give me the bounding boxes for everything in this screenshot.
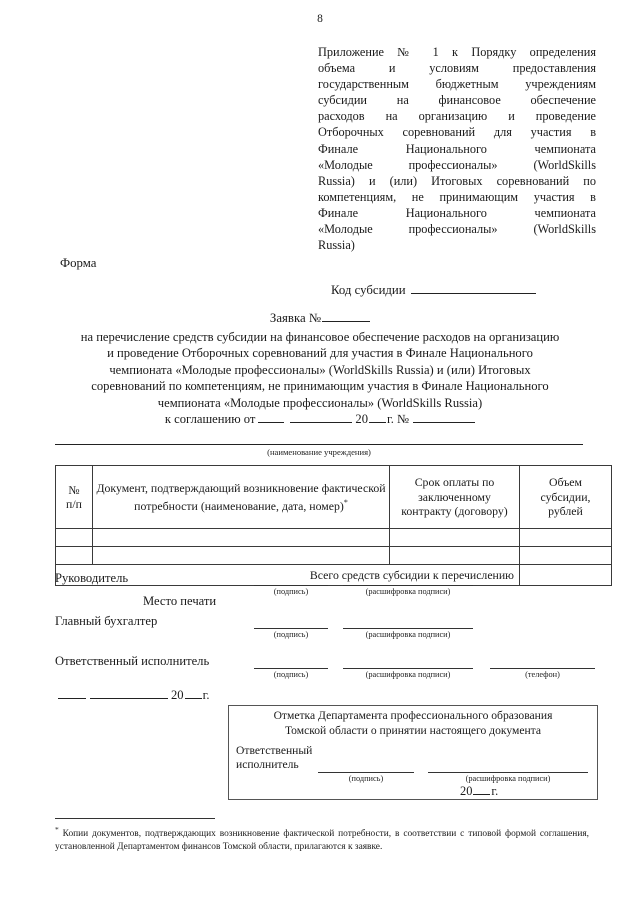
header-line: субсидии на финансовое обеспечение (318, 93, 596, 108)
header-line: «Молодые профессионалы» (WorldSkills (318, 157, 596, 172)
table-header-number-line1: № (68, 482, 80, 497)
department-mark-title-line1: Отметка Департамента профессионального образования (273, 709, 553, 722)
table-header-payment-term: Срок оплаты по заключенному контракту (договору) (390, 466, 520, 529)
lead-line: чемпионата «Молодые профессионалы» (WorldSkills Russia) (157, 395, 483, 410)
responsible-decoding-line[interactable] (343, 668, 473, 669)
header-line: Russia) и (или) Итоговых соревнований по (318, 173, 596, 188)
document-date-month-input[interactable] (90, 687, 168, 699)
agreement-month-input[interactable] (290, 411, 352, 423)
department-responsible-line1: Ответственный (236, 744, 313, 757)
application-number-label: Заявка № (269, 311, 322, 325)
cell-document[interactable] (93, 547, 390, 565)
department-signature-caption: (подпись) (348, 774, 384, 783)
accountant-signature-caption: (подпись) (273, 630, 309, 639)
cell-subsidy-amount[interactable] (520, 529, 612, 547)
director-decoding-line[interactable] (343, 585, 473, 586)
department-responsible-line2: исполнитель (236, 758, 299, 772)
table-header-number-line2: п/п (66, 497, 82, 511)
department-year-prefix: 20 (460, 784, 473, 798)
accountant-label: Главный бухгалтер (55, 614, 158, 628)
footnote-star-icon: * (55, 825, 59, 834)
department-year-input[interactable] (473, 783, 490, 795)
department-signature-line[interactable] (318, 772, 414, 773)
footnote-separator (55, 818, 215, 819)
institution-name-caption: (наименование учреждения) (267, 447, 371, 457)
subsidy-code-label: Код субсидии (331, 283, 406, 297)
department-decoding-caption: (расшифровка подписи) (465, 774, 551, 783)
footnote-text: Копии документов, подтверждающих возникновение фактической потребности, в соответствии с типовой формой соглашения, установленной Департаментом финансов Томской области, прилагаются к заявке. (55, 829, 589, 852)
header-line: объема и условиям предоставления (318, 61, 596, 76)
footnote (55, 824, 589, 853)
header-line: Russia) (318, 238, 355, 253)
agreement-number-input[interactable] (413, 411, 475, 423)
lead-line: чемпионата «Молодые профессионалы» (WorldSkills Russia) и (или) Итоговых (109, 362, 531, 377)
agreement-day-input[interactable] (258, 411, 284, 423)
table-row[interactable] (56, 529, 612, 547)
document-date-row (58, 687, 210, 703)
responsible-signature-line[interactable] (254, 668, 328, 669)
accountant-decoding-caption: (расшифровка подписи) (365, 630, 451, 639)
lead-paragraph (52, 329, 588, 411)
department-mark-title (234, 709, 592, 738)
department-year-suffix: г. (491, 784, 499, 798)
director-label: Руководитель (55, 571, 129, 585)
document-date-year-input[interactable] (185, 687, 202, 699)
responsible-decoding-caption: (расшифровка подписи) (365, 670, 451, 679)
form-label: Форма (60, 256, 97, 270)
table-total-label: Всего средств субсидии к перечислению (56, 565, 520, 586)
lead-line: и проведение Отборочных соревнований для участия в Финале Национального (107, 346, 533, 361)
header-line: Приложение № 1 к Порядку определения (318, 45, 596, 59)
department-responsible-block (236, 744, 312, 773)
subsidy-code-row (331, 282, 536, 298)
document-date-day-input[interactable] (58, 687, 86, 699)
table-header-subsidy-amount: Объем субсидии, рублей (520, 466, 612, 529)
agreement-year-input[interactable] (369, 411, 386, 423)
cell-number[interactable] (56, 529, 93, 547)
cell-payment-term[interactable] (390, 547, 520, 565)
accountant-decoding-line[interactable] (343, 628, 473, 629)
appendix-header-block (318, 44, 596, 253)
table-header-number (56, 466, 93, 529)
director-decoding-caption: (расшифровка подписи) (365, 587, 451, 596)
accountant-signature-line[interactable] (254, 628, 328, 629)
table-total-value[interactable] (520, 565, 612, 586)
header-line: расходов на организацию и проведение (318, 109, 596, 124)
subsidy-code-input[interactable] (411, 282, 536, 294)
agreement-prefix: к соглашению от (164, 412, 256, 426)
header-line: «Молодые профессионалы» (WorldSkills (318, 222, 596, 237)
header-line: компетенциям, не принимающим участия в (318, 189, 596, 204)
document-date-suffix: г. (202, 688, 210, 702)
responsible-phone-caption: (телефон) (525, 670, 560, 679)
director-signature-caption: (подпись) (273, 587, 309, 596)
cell-payment-term[interactable] (390, 529, 520, 547)
page-number: 8 (317, 13, 323, 25)
document-date-year-prefix: 20 (171, 688, 184, 702)
table-row[interactable] (56, 547, 612, 565)
agreement-suffix: г. № (387, 412, 410, 426)
cell-number[interactable] (56, 547, 93, 565)
table-header-document-text: Документ, подтверждающий возникновение фактической потребности (наименование, дата, номер) (96, 481, 386, 513)
director-signature-line[interactable] (254, 585, 328, 586)
header-line: Финале Национального чемпионата (318, 205, 596, 220)
responsible-signature-caption: (подпись) (273, 670, 309, 679)
table-total-row[interactable] (56, 565, 612, 586)
table-header-row (56, 466, 612, 529)
institution-name-rule[interactable] (55, 444, 583, 445)
responsible-executor-label: Ответственный исполнитель (55, 654, 210, 668)
subsidy-table (55, 465, 612, 586)
department-date-row (460, 783, 498, 799)
agreement-reference-row (0, 411, 640, 427)
header-line: государственным бюджетным учреждениям (318, 77, 596, 92)
agreement-year-prefix: 20 (355, 412, 369, 426)
department-decoding-line[interactable] (428, 772, 588, 773)
cell-subsidy-amount[interactable] (520, 547, 612, 565)
application-number-input[interactable] (322, 310, 370, 322)
header-line: Отборочных соревнований для участия в (318, 125, 596, 140)
application-number-row (0, 310, 640, 326)
header-line: Финале Национального чемпионата (318, 141, 596, 156)
department-mark-title-line2: Томской области о принятии настоящего документа (284, 723, 542, 737)
footnote-marker-icon: * (343, 497, 348, 507)
responsible-phone-line[interactable] (490, 668, 595, 669)
lead-line: соревнований по компетенциям, не принимающим участия в Финале Национального (91, 379, 549, 394)
cell-document[interactable] (93, 529, 390, 547)
lead-line: на перечисление средств субсидии на финансовое обеспечение расходов на организацию (80, 330, 560, 344)
seal-label: Место печати (143, 594, 217, 608)
table-header-document (93, 466, 390, 529)
